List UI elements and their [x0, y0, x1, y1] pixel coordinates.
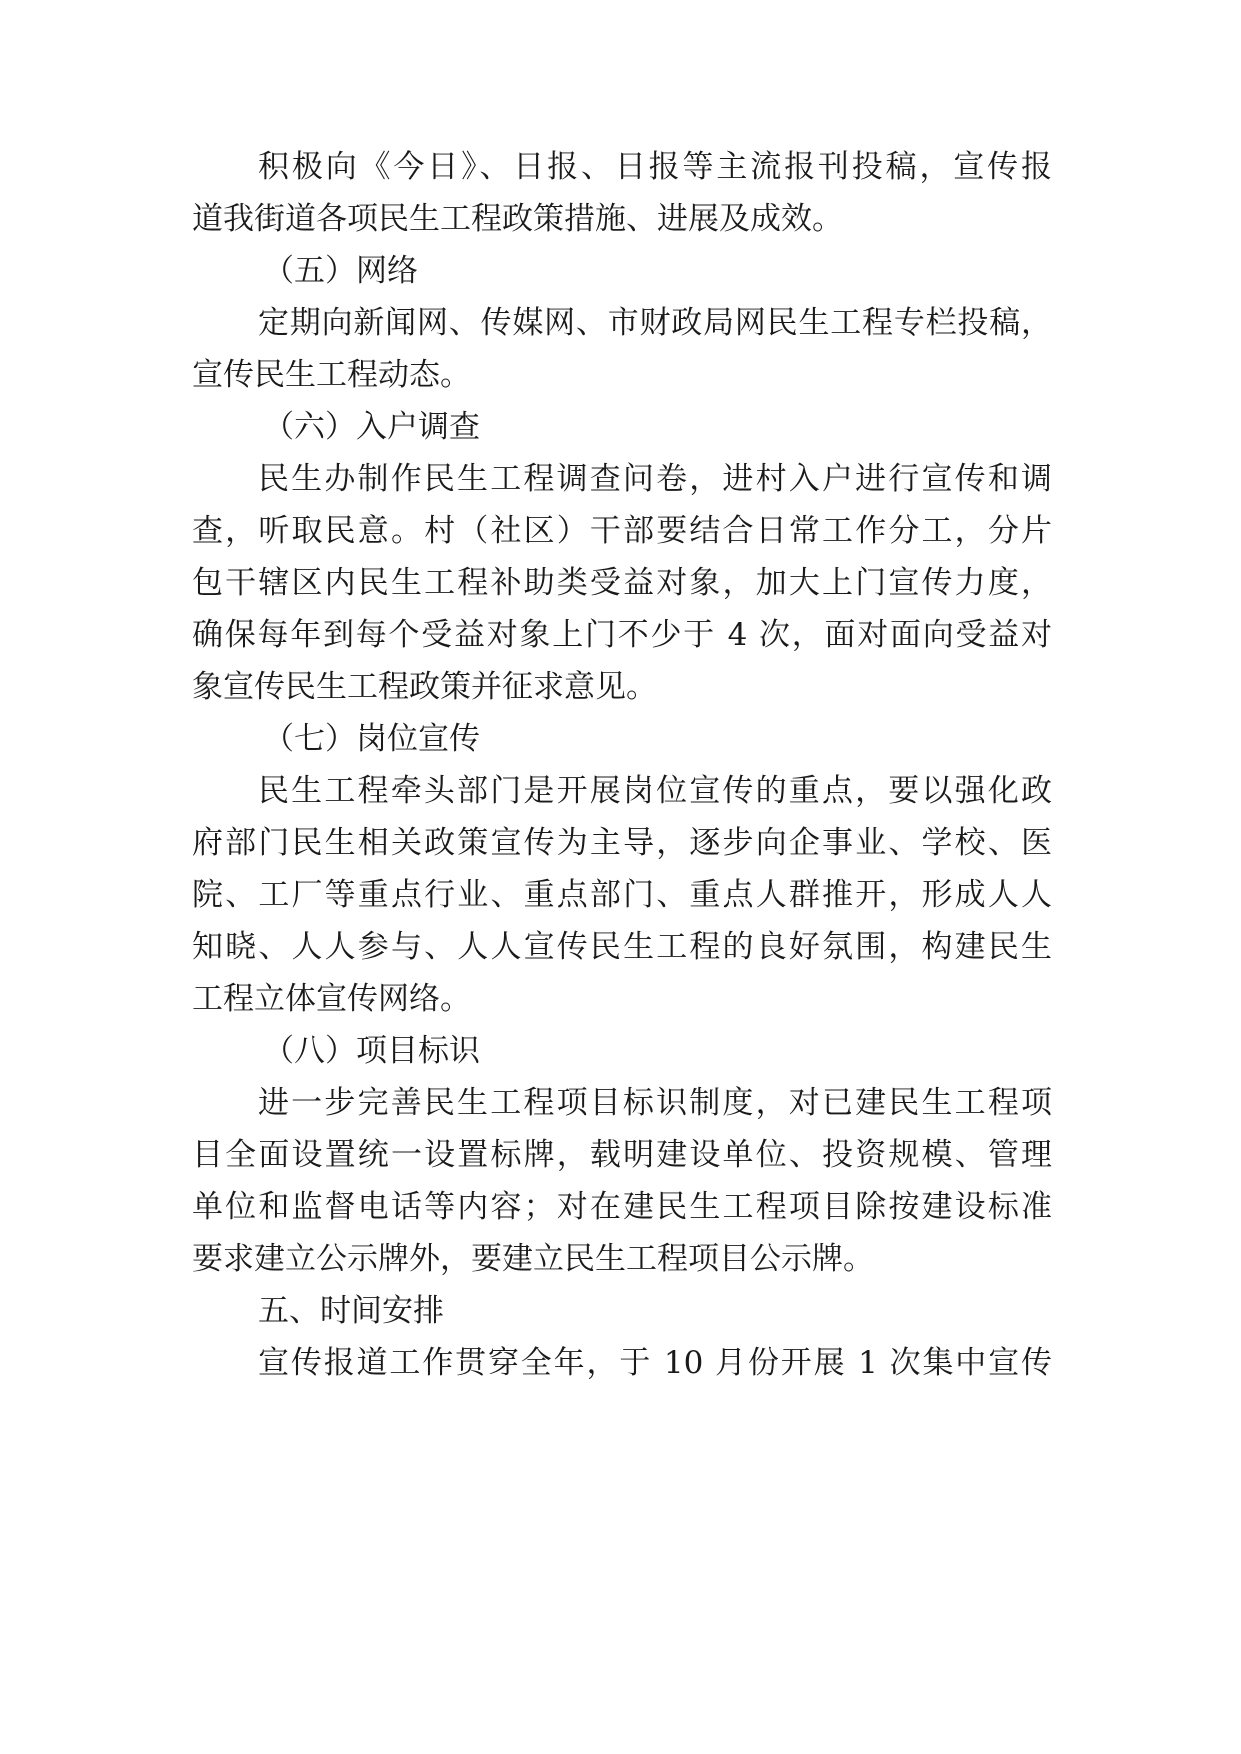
section-heading: （六）入户调查	[263, 409, 480, 445]
paragraph-line: 象宣传民生工程政策并征求意见。	[192, 669, 657, 705]
paragraph-line: 单位和监督电话等内容；对在建民生工程项目除按建设标准	[192, 1189, 1052, 1225]
paragraph-line: 知晓、人人参与、人人宣传民生工程的良好氛围，构建民生	[192, 929, 1052, 965]
paragraph-line: 定期向新闻网、传媒网、市财政局网民生工程专栏投稿，	[258, 305, 1052, 341]
section-heading: （七）岗位宣传	[263, 721, 480, 757]
section-heading: 五、时间安排	[258, 1293, 444, 1329]
paragraph-line: 进一步完善民生工程项目标识制度，对已建民生工程项	[258, 1085, 1052, 1121]
paragraph-line: 府部门民生相关政策宣传为主导，逐步向企事业、学校、医	[192, 825, 1052, 861]
paragraph-line: 宣传报道工作贯穿全年，于 10 月份开展 1 次集中宣传	[258, 1345, 1052, 1381]
paragraph-line: 院、工厂等重点行业、重点部门、重点人群推开，形成人人	[192, 877, 1052, 913]
paragraph-line: 目全面设置统一设置标牌，载明建设单位、投资规模、管理	[192, 1137, 1052, 1173]
paragraph-line: 工程立体宣传网络。	[192, 981, 471, 1017]
section-heading: （五）网络	[263, 253, 418, 289]
paragraph-line: 积极向《今日》、日报、日报等主流报刊投稿，宣传报	[258, 149, 1052, 185]
paragraph-line: 宣传民生工程动态。	[192, 357, 471, 393]
paragraph-line: 道我街道各项民生工程政策措施、进展及成效。	[192, 201, 843, 237]
section-heading: （八）项目标识	[263, 1033, 480, 1069]
paragraph-line: 包干辖区内民生工程补助类受益对象，加大上门宣传力度，	[192, 565, 1052, 601]
paragraph-line: 确保每年到每个受益对象上门不少于 4 次，面对面向受益对	[192, 617, 1052, 653]
paragraph-line: 民生办制作民生工程调查问卷，进村入户进行宣传和调	[258, 461, 1052, 497]
paragraph-line: 查，听取民意。村（社区）干部要结合日常工作分工，分片	[192, 513, 1052, 549]
paragraph-line: 要求建立公示牌外，要建立民生工程项目公示牌。	[192, 1241, 874, 1277]
paragraph-line: 民生工程牵头部门是开展岗位宣传的重点，要以强化政	[258, 773, 1052, 809]
